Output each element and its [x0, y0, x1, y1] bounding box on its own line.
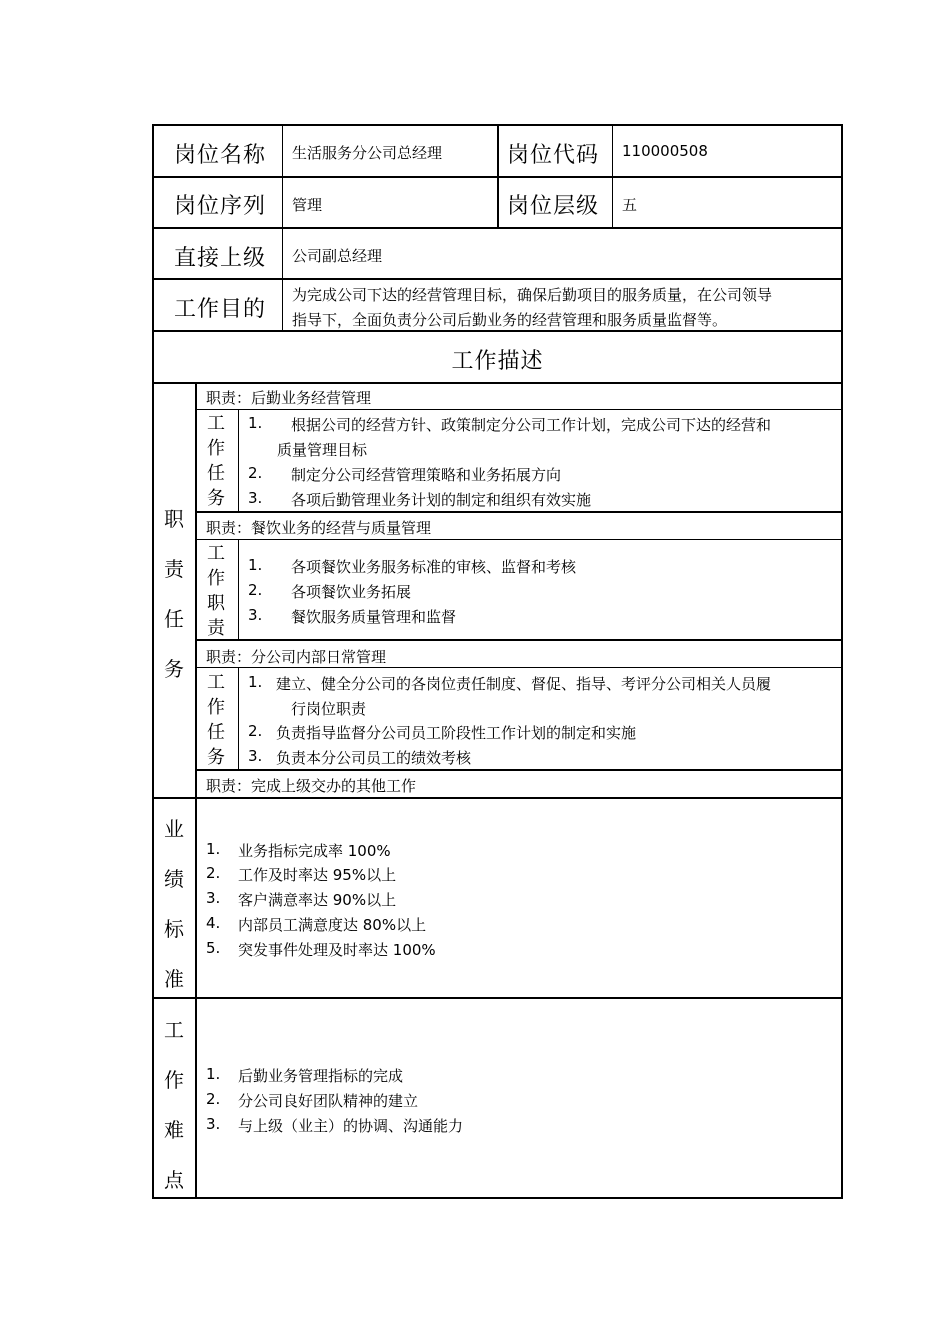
duty-item-number: 3. — [248, 489, 263, 507]
duty-item-number: 1. — [248, 673, 263, 691]
performance-label-char: 绩 — [164, 867, 184, 891]
col-divider — [238, 539, 239, 639]
row-divider — [196, 639, 842, 641]
duty-item-text: 根据公司的经营方针、政策制定分公司工作计划，完成公司下达的经营和 — [291, 416, 772, 434]
duty-sub-label-char: 工 — [207, 672, 225, 693]
difficulty-item-text: 分公司良好团队精神的建立 — [238, 1092, 419, 1110]
row-divider — [196, 539, 842, 540]
performance-item-number: 1. — [206, 840, 221, 858]
performance-label-char: 标 — [164, 917, 184, 941]
difficulties-label-char: 点 — [164, 1168, 184, 1192]
row-divider — [153, 382, 842, 384]
col-divider — [238, 667, 239, 769]
performance-label-char: 业 — [164, 817, 184, 841]
performance-item-text: 业务指标完成率 100% — [238, 842, 391, 860]
duty-title: 职责：后勤业务经营管理 — [206, 389, 372, 407]
performance-item-number: 5. — [206, 939, 221, 957]
row-divider — [196, 409, 842, 410]
col-divider — [282, 125, 283, 330]
duty-item-text: 各项餐饮业务拓展 — [291, 583, 412, 601]
duty-title: 职责：完成上级交办的其他工作 — [206, 777, 417, 795]
performance-item-text: 突发事件处理及时率达 100% — [238, 941, 436, 959]
position-code-label: 岗位代码 — [507, 143, 600, 168]
duty-item-text: 质量管理目标 — [277, 441, 368, 459]
difficulties-label-char: 工 — [164, 1018, 184, 1042]
duty-sub-label-char: 工 — [207, 413, 225, 434]
difficulties-label-char: 难 — [164, 1118, 184, 1142]
col-divider — [195, 382, 197, 1198]
duty-item-number: 2. — [248, 464, 263, 482]
duty-item-number: 3. — [248, 747, 263, 765]
duty-item-number: 2. — [248, 581, 263, 599]
duty-sub-label-char: 作 — [207, 438, 225, 459]
performance-item-number: 2. — [206, 864, 221, 882]
row-divider — [196, 769, 842, 771]
duties-label-char: 职 — [164, 507, 184, 531]
duty-sub-label-char: 务 — [207, 488, 225, 509]
difficulty-item-number: 1. — [206, 1065, 221, 1083]
difficulties-label-char: 作 — [164, 1068, 184, 1092]
row-divider — [153, 278, 842, 280]
duty-sub-label-char: 工 — [207, 543, 225, 564]
description-title: 工作描述 — [451, 349, 544, 374]
position-code-value: 110000508 — [622, 142, 708, 160]
duties-label-char: 责 — [164, 557, 184, 581]
performance-item-number: 3. — [206, 889, 221, 907]
performance-item-number: 4. — [206, 914, 221, 932]
duty-item-number: 1. — [248, 556, 263, 574]
purpose-line: 指导下，全面负责分公司后勤业务的经营管理和服务质量监督等。 — [292, 311, 728, 329]
duties-label-char: 务 — [164, 657, 184, 681]
row-divider — [153, 797, 842, 799]
position-series-value: 管理 — [292, 196, 323, 214]
duty-item-text: 各项后勤管理业务计划的制定和组织有效实施 — [291, 491, 592, 509]
performance-item-text: 客户满意率达 90%以上 — [238, 891, 397, 909]
duty-sub-label-char: 职 — [207, 593, 225, 614]
performance-item-text: 工作及时率达 95%以上 — [238, 866, 397, 884]
duty-item-text: 餐饮服务质量管理和监督 — [291, 608, 457, 626]
duty-sub-label-char: 任 — [207, 463, 225, 484]
position-series-label: 岗位序列 — [174, 194, 267, 219]
row-divider — [196, 511, 842, 513]
difficulty-item-text: 与上级（业主）的协调、沟通能力 — [238, 1117, 464, 1135]
duty-sub-label-char: 务 — [207, 747, 225, 768]
supervisor-label: 直接上级 — [174, 246, 267, 271]
supervisor-value: 公司副总经理 — [292, 247, 383, 265]
duty-sub-label-char: 任 — [207, 722, 225, 743]
difficulty-item-number: 2. — [206, 1090, 221, 1108]
position-name-value: 生活服务分公司总经理 — [292, 144, 443, 162]
duty-item-number: 3. — [248, 606, 263, 624]
duty-item-text: 负责指导监督分公司员工阶段性工作计划的制定和实施 — [276, 724, 637, 742]
duty-item-text: 制定分公司经营管理策略和业务拓展方向 — [291, 466, 562, 484]
col-divider — [238, 409, 239, 511]
row-divider — [153, 330, 842, 332]
duty-item-number: 2. — [248, 722, 263, 740]
performance-item-text: 内部员工满意度达 80%以上 — [238, 916, 427, 934]
duty-sub-label-char: 作 — [207, 697, 225, 718]
duty-sub-label-char: 作 — [207, 568, 225, 589]
col-divider — [497, 125, 499, 228]
duty-item-text: 各项餐饮业务服务标准的审核、监督和考核 — [291, 558, 577, 576]
purpose-line: 为完成公司下达的经营管理目标，确保后勤项目的服务质量，在公司领导 — [292, 286, 773, 304]
position-level-value: 五 — [622, 196, 638, 214]
row-divider — [196, 667, 842, 668]
duty-title: 职责：分公司内部日常管理 — [206, 648, 387, 666]
duty-item-text: 行岗位职责 — [291, 700, 367, 718]
col-divider — [612, 125, 613, 228]
duty-item-text: 建立、健全分公司的各岗位责任制度、督促、指导、考评分公司相关人员履 — [276, 675, 772, 693]
duty-item-text: 负责本分公司员工的绩效考核 — [276, 749, 472, 767]
purpose-label: 工作目的 — [174, 297, 267, 322]
duty-item-number: 1. — [248, 414, 263, 432]
performance-label-char: 准 — [164, 967, 184, 991]
difficulty-item-text: 后勤业务管理指标的完成 — [238, 1067, 404, 1085]
duty-title: 职责：餐饮业务的经营与质量管理 — [206, 519, 432, 537]
duties-label-char: 任 — [164, 607, 184, 631]
difficulty-item-number: 3. — [206, 1115, 221, 1133]
position-level-label: 岗位层级 — [507, 194, 600, 219]
duty-sub-label-char: 责 — [207, 618, 225, 639]
position-name-label: 岗位名称 — [174, 143, 267, 168]
row-divider — [153, 997, 842, 999]
